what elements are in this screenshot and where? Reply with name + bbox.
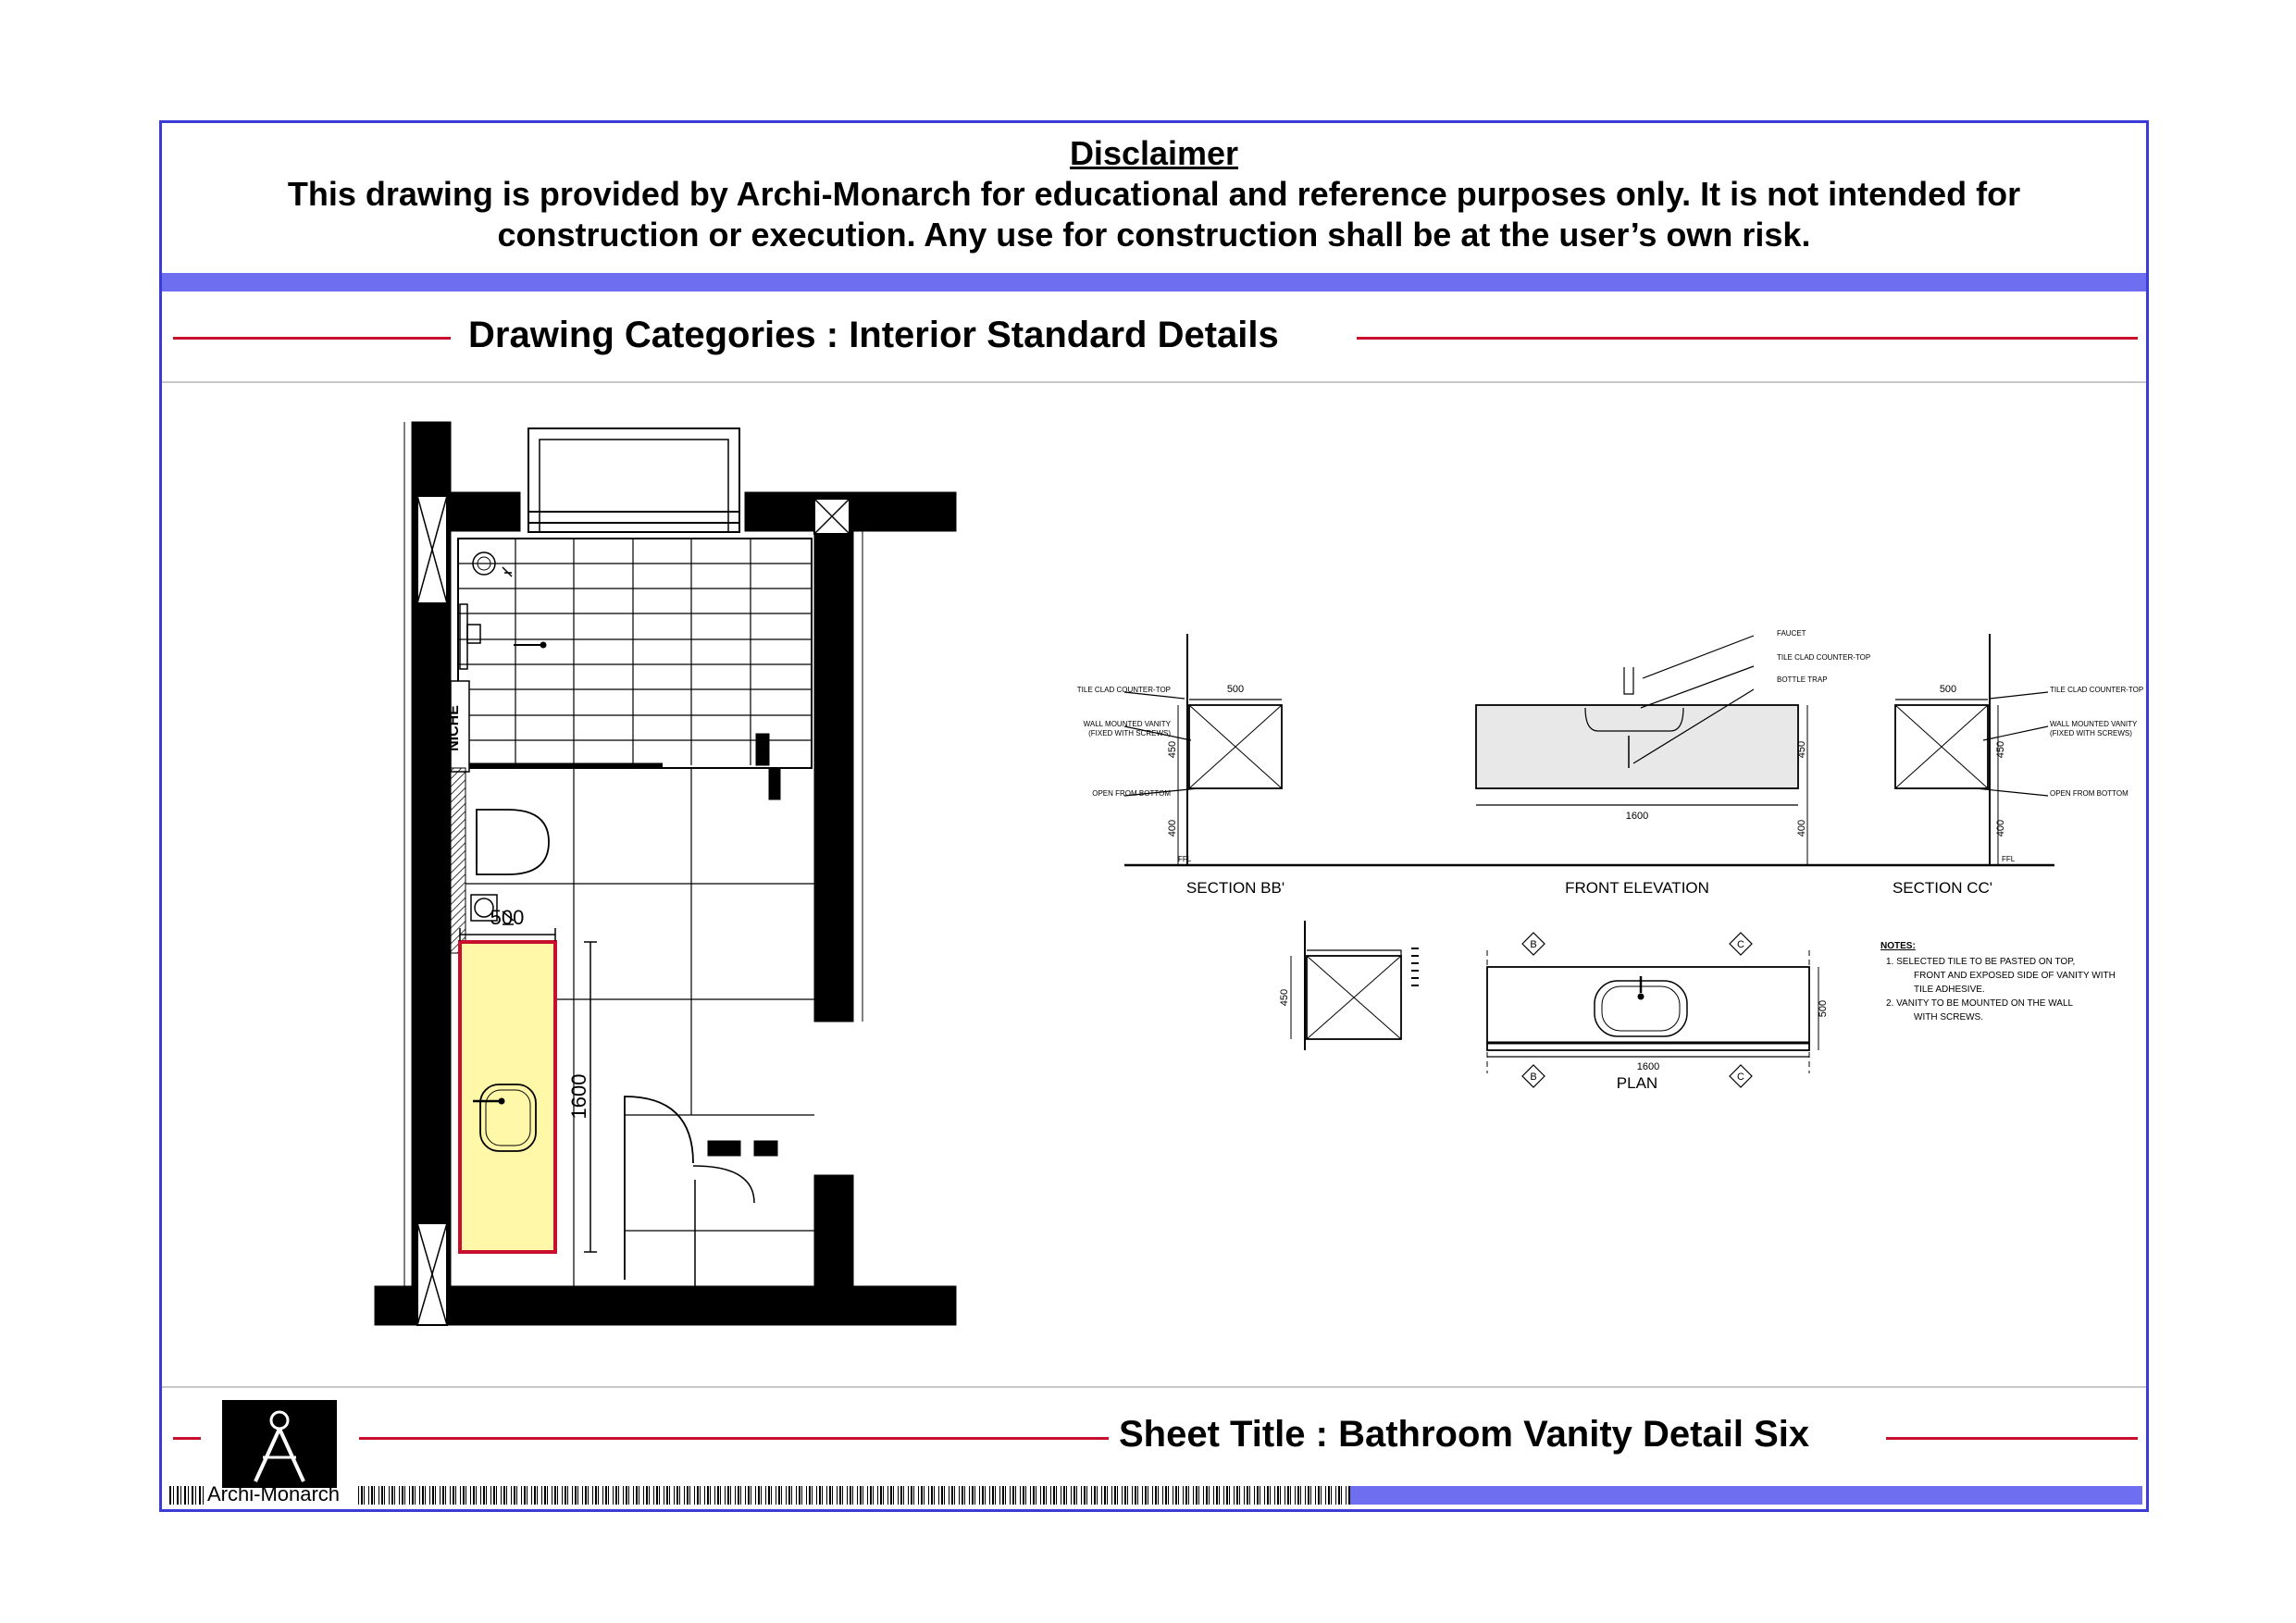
bb-ffl-label: FFL: [1178, 855, 1192, 863]
plan-title: PLAN: [1616, 1074, 1658, 1092]
bb-fixed-screws-label: (FIXED WITH SCREWS): [1088, 729, 1171, 737]
bottle-trap-label: BOTTLE TRAP: [1777, 675, 1828, 684]
compass-icon: [222, 1400, 337, 1488]
fe-tile-clad-label: TILE CLAD COUNTER-TOP: [1777, 653, 1871, 662]
fe-dim-400: 400: [1796, 819, 1807, 837]
front-elevation-drawing: [1476, 636, 1807, 865]
category-row: [162, 294, 2146, 383]
cc-dim-400: 400: [1995, 819, 2006, 837]
fe-dim-1600: 1600: [1625, 811, 1649, 822]
notes-block: [1880, 941, 2116, 1022]
small-section-drawing: [1291, 921, 1419, 1050]
front-elevation-title: FRONT ELEVATION: [1565, 879, 1709, 897]
bb-tile-clad-label: TILE CLAD COUNTER-TOP: [1076, 686, 1171, 694]
small-section-dim-450: 450: [1279, 988, 1290, 1007]
plan-marker-b-bottom: B: [1530, 1072, 1537, 1083]
cc-fixed-screws-label: (FIXED WITH SCREWS): [2050, 729, 2132, 737]
sheet-title: Sheet Title : Bathroom Vanity Detail Six: [1119, 1414, 1810, 1455]
plan-marker-c-bottom: C: [1737, 1072, 1744, 1083]
bb-open-bottom-label: OPEN FROM BOTTOM: [1092, 789, 1171, 798]
brand-name: Archi-Monarch: [207, 1482, 341, 1505]
cc-open-bottom-label: OPEN FROM BOTTOM: [2050, 789, 2128, 798]
plan-dim-500: 500: [490, 906, 525, 929]
disclaimer-box: [162, 123, 2146, 273]
bb-dim-450: 450: [1167, 740, 1178, 759]
fe-dim-450: 450: [1796, 740, 1807, 759]
note-1-line-1: 1. SELECTED TILE TO BE PASTED ON TOP,: [1886, 957, 2076, 967]
category-title: Drawing Categories : Interior Standard Details: [468, 315, 1279, 355]
plan-marker-b-top: B: [1530, 939, 1537, 950]
cc-ffl-label: FFL: [2002, 855, 2016, 863]
barcode-strip-left: [169, 1486, 205, 1505]
bb-wall-mounted-label: WALL MOUNTED VANITY: [1083, 720, 1171, 728]
niche-label: NICHE: [446, 705, 462, 751]
bb-dim-500: 500: [1226, 684, 1245, 695]
footer-rule-right: [1886, 1437, 2138, 1440]
note-1-line-2: FRONT AND EXPOSED SIDE OF VANITY WITH: [1914, 971, 2116, 981]
cc-dim-500: 500: [1939, 684, 1957, 695]
footer-rule-middle: [359, 1437, 1109, 1440]
section-bb-drawing: [1124, 634, 1282, 865]
plan-marker-c-top: C: [1737, 939, 1744, 950]
category-rule-right: [1357, 337, 2138, 340]
section-bb-title: SECTION BB': [1185, 879, 1285, 897]
notes-title: NOTES:: [1880, 941, 1916, 951]
note-1-line-3: TILE ADHESIVE.: [1914, 985, 1985, 995]
drawing-area: [162, 384, 2146, 1383]
category-rule-left: [173, 337, 451, 340]
faucet-label: FAUCET: [1777, 629, 1806, 638]
plan-dim-1600: 1600: [1636, 1061, 1660, 1072]
disclaimer-line-2: construction or execution. Any use for construction shall be at the user’s own risk.: [497, 216, 1811, 254]
archi-monarch-logo: [222, 1400, 337, 1488]
note-2-line-1: 2. VANITY TO BE MOUNTED ON THE WALL: [1886, 998, 2074, 1009]
cc-tile-clad-label: TILE CLAD COUNTER-TOP: [2050, 686, 2144, 694]
note-2-line-2: WITH SCREWS.: [1914, 1012, 1983, 1022]
section-cc-title: SECTION CC': [1892, 879, 1993, 897]
bb-dim-400: 400: [1167, 819, 1178, 837]
cc-dim-450: 450: [1995, 740, 2006, 759]
disclaimer-line-1: This drawing is provided by Archi-Monarch for educational and reference purposes only. It is not intended for: [287, 175, 2021, 213]
footer-band: [1350, 1486, 2142, 1505]
bathroom-floor-plan: [375, 422, 956, 1325]
disclaimer-title: Disclaimer: [1069, 134, 1239, 172]
title-block: [162, 1386, 2146, 1514]
drawing-frame: [159, 120, 2149, 1512]
plan-dim-1600: 1600: [567, 1073, 590, 1120]
footer-rule-left: [173, 1437, 201, 1440]
plan-dim-500: 500: [1818, 999, 1829, 1018]
cc-wall-mounted-label: WALL MOUNTED VANITY: [2050, 720, 2138, 728]
section-cc-drawing: [1895, 634, 2048, 865]
disclaimer-band: [162, 273, 2146, 291]
